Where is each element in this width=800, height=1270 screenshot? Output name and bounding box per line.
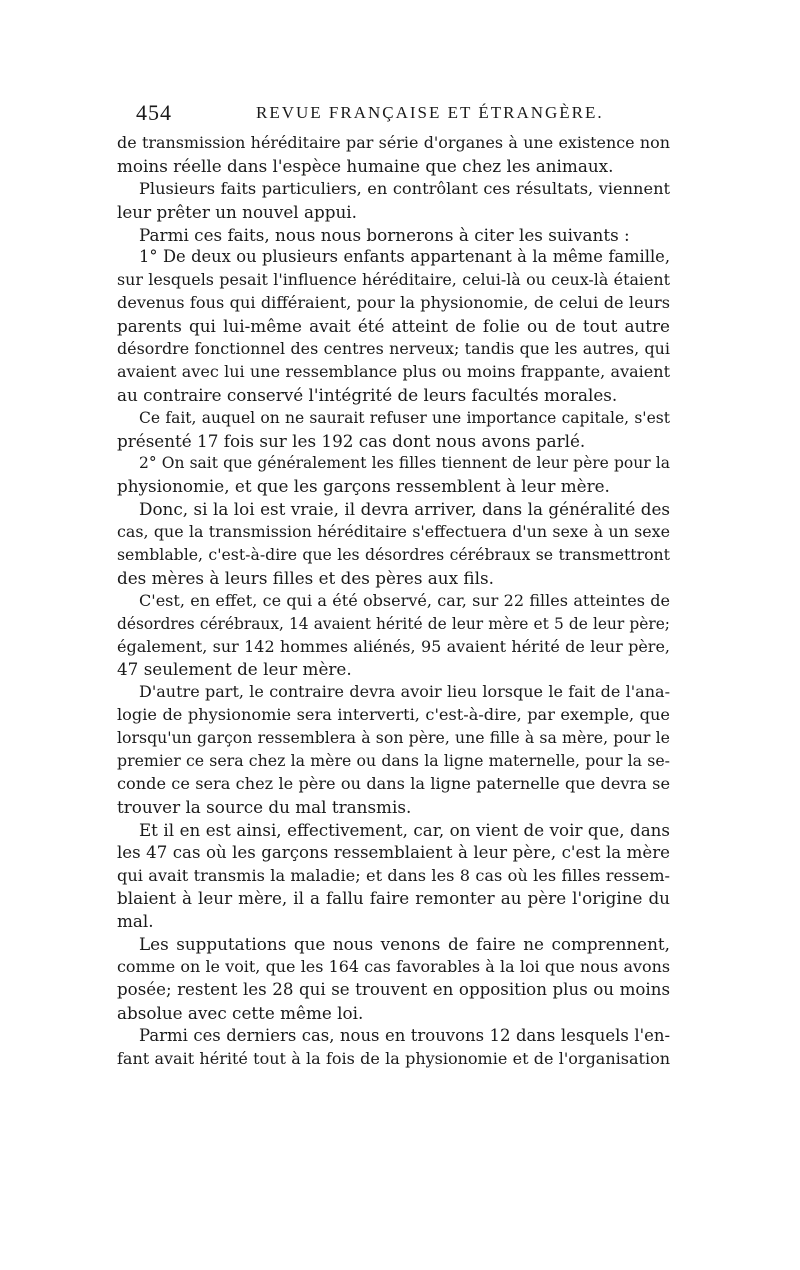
- text-line: parents qui lui-même avait été atteint de folie ou de tout autre: [117, 316, 670, 337]
- text-line: lorsqu'un garçon ressemblera à son père, une fille à sa mère, pour le: [117, 728, 670, 748]
- text-line: Parmi ces derniers cas, nous en trouvons 12 dans lesquels l'en-: [139, 1025, 670, 1045]
- text-line: physionomie, et que les garçons ressemblent à leur mère.: [117, 476, 610, 497]
- text-line: Les supputations que nous venons de faire ne comprennent,: [139, 934, 670, 955]
- body-text: [117, 132, 670, 1071]
- text-line: qui avait transmis la maladie; et dans les 8 cas où les filles ressem-: [117, 865, 670, 885]
- text-line: blaient à leur mère, il a fallu faire remonter au père l'origine du: [117, 888, 670, 909]
- text-line: avaient avec lui une ressemblance plus ou moins frappante, avaient: [117, 361, 670, 381]
- text-line: logie de physionomie sera interverti, c'est-à-dire, par exemple, que: [117, 705, 670, 725]
- text-line: posée; restent les 28 qui se trouvent en opposition plus ou moins: [117, 979, 670, 999]
- text-line: présenté 17 fois sur les 192 cas dont nous avons parlé.: [117, 430, 586, 451]
- text-line: moins réelle dans l'espèce humaine que chez les animaux.: [117, 155, 614, 176]
- text-line: Ce fait, auquel on ne saurait refuser une importance capitale, s'est: [139, 408, 670, 427]
- text-line: Plusieurs faits particuliers, en contrôlant ces résultats, viennent: [139, 178, 670, 198]
- text-line: 47 seulement de leur mère.: [117, 659, 352, 680]
- text-line: devenus fous qui différaient, pour la physionomie, de celui de leurs: [117, 293, 670, 313]
- text-line: conde ce sera chez le père ou dans la ligne paternelle que devra se: [117, 773, 670, 793]
- text-line: semblable, c'est-à-dire que les désordres cérébraux se transmettront: [117, 545, 670, 565]
- text-line: au contraire conservé l'intégrité de leurs facultés morales.: [117, 384, 618, 405]
- text-line: leur prêter un nouvel appui.: [117, 201, 357, 222]
- text-line: fant avait hérité tout à la fois de la physionomie et de l'organisation: [117, 1048, 670, 1068]
- text-line: Et il en est ainsi, effectivement, car, on vient de voir que, dans: [139, 819, 670, 840]
- text-line: D'autre part, le contraire devra avoir lieu lorsque le fait de l'ana-: [139, 682, 670, 702]
- text-line: cas, que la transmission héréditaire s'effectuera d'un sexe à un sexe: [117, 522, 670, 542]
- text-line: désordre fonctionnel des centres nerveux; tandis que les autres, qui: [117, 339, 670, 359]
- text-line: également, sur 142 hommes aliénés, 95 avaient hérité de leur père,: [117, 636, 670, 656]
- text-line: premier ce sera chez la mère ou dans la ligne maternelle, pour la se-: [117, 751, 670, 771]
- text-line: les 47 cas où les garçons ressemblaient à leur père, c'est la mère: [117, 842, 670, 862]
- text-line: sur lesquels pesait l'influence héréditaire, celui-là ou ceux-là étaient: [117, 270, 670, 290]
- journal-title: REVUE FRANÇAISE ET ÉTRANGÈRE.: [256, 103, 604, 122]
- text-line: Donc, si la loi est vraie, il devra arriver, dans la généralité des: [139, 499, 670, 520]
- text-line: 2° On sait que généralement les filles tiennent de leur père pour la: [139, 454, 670, 473]
- text-line: désordres cérébraux, 14 avaient hérité de leur mère et 5 de leur père;: [117, 614, 670, 633]
- text-line: trouver la source du mal transmis.: [117, 796, 412, 817]
- text-line: comme on le voit, que les 164 cas favorables à la loi que nous avons: [117, 957, 670, 977]
- text-line: mal.: [117, 911, 154, 932]
- text-line: absolue avec cette même loi.: [117, 1002, 364, 1023]
- text-line: de transmission héréditaire par série d'organes à une existence non: [117, 133, 670, 152]
- text-line: C'est, en effet, ce qui a été observé, car, sur 22 filles atteintes de: [139, 590, 670, 610]
- page-number: 454: [136, 100, 172, 125]
- text-line: Parmi ces faits, nous nous bornerons à citer les suivants :: [139, 224, 630, 245]
- running-head: [136, 100, 666, 130]
- text-line: 1° De deux ou plusieurs enfants appartenant à la même famille,: [139, 247, 670, 267]
- text-line: des mères à leurs filles et des pères aux fils.: [117, 567, 494, 588]
